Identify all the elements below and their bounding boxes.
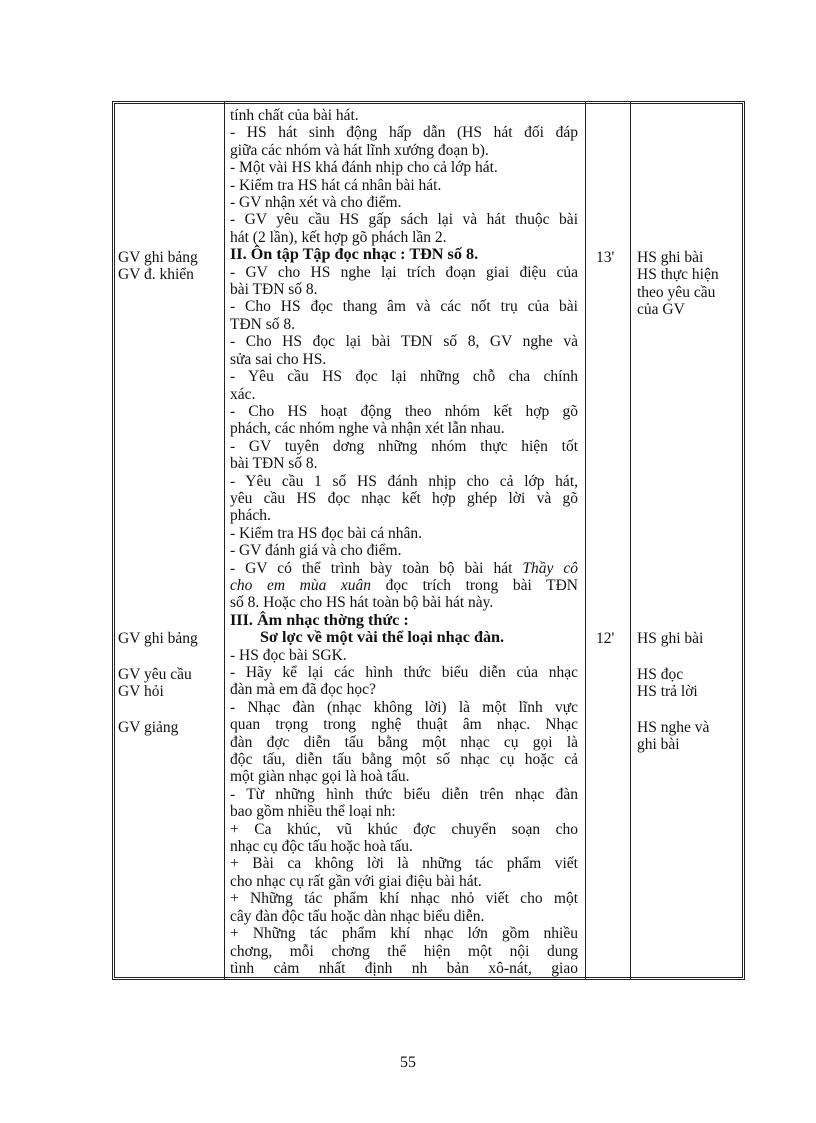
content-line: đàn đợc diễn tấu bằng một nhạc cụ gọi là [230, 733, 578, 751]
content-line: chơng, mỗi chơng thể hiện một nội dung [230, 942, 578, 960]
content-line: độc tấu, diễn tấu bằng một số nhạc cụ hoặc cả [230, 751, 578, 769]
student-activity: ghi bài [637, 736, 680, 754]
content-line: - Nhạc đàn (nhạc không lời) là một lĩnh vực [230, 698, 578, 716]
content-line: - Hãy kể lại các hình thức biểu diễn của nhạc [230, 664, 578, 681]
content-line: phách, các nhóm nghe và nhận xét lẫn nhau. [230, 420, 505, 438]
content-line: tình cảm nhất định nh bản xô-nát, giao [230, 959, 578, 977]
student-activity-block [637, 249, 739, 319]
content-line: - GV yêu cầu HS gấp sách lại và hát thuộc bài [230, 211, 578, 229]
content-line: bài TĐN số 8. [230, 281, 318, 299]
content-line: hát (2 lần), kết hợp gõ phách lần 2. [230, 228, 447, 246]
content-line: nhạc cụ độc tấu hoặc hoà tấu. [230, 838, 413, 856]
content-line: một giàn nhạc gọi là hoà tấu. [230, 768, 410, 786]
content-line: - HS hát sinh động hấp dẫn (HS hát đối đáp [230, 124, 578, 142]
content-line: + Bài ca không lời là những tác phẩm viết [230, 855, 578, 873]
content-line [230, 560, 578, 577]
content-line: - GV đánh giá và cho điểm. [230, 542, 402, 560]
content-line: - GV cho HS nghe lại trích đoạn giai điệu của [230, 263, 578, 281]
student-activity: HS đọc [637, 666, 684, 683]
student-activity: HS thực hiện [637, 266, 719, 284]
teacher-activity-block [118, 719, 220, 736]
page-number: 55 [400, 1054, 416, 1071]
teacher-activity-block [118, 666, 220, 701]
student-activity: của GV [637, 301, 685, 319]
section-heading: II. Ôn tập Tập đọc nhạc : TĐN số 8. [230, 245, 479, 264]
song-title: cho em mùa xuân [230, 576, 372, 594]
student-activity: HS nghe và [637, 719, 710, 736]
student-activity: HS trả lời [637, 683, 698, 701]
content-line: cây đàn độc tấu hoặc dàn nhạc biểu diễn. [230, 907, 485, 925]
student-activity: HS ghi bài [637, 630, 704, 647]
student-activity-block [637, 719, 739, 754]
content-line: quan trọng trong nghệ thuật âm nhạc. Nhạc [230, 716, 578, 734]
content-line: - Kiểm tra HS đọc bài cá nhân. [230, 524, 422, 542]
content-line: - GV tuyên dơng những nhóm thực hiện tốt [230, 437, 578, 455]
content-line [230, 577, 578, 594]
content-line: - Kiểm tra HS hát cá nhân bài hát. [230, 176, 442, 194]
song-title: Thầy cô [522, 559, 579, 577]
content-text: đọc trích trong bài TĐN [371, 576, 578, 594]
content-line: - Yêu cầu HS đọc lại những chỗ cha chính [230, 368, 578, 386]
content-line: cho nhạc cụ rất gần với giai điệu bài hát. [230, 872, 482, 890]
time-cell: 13' [596, 249, 615, 266]
teacher-activity-block [118, 630, 220, 647]
content-line: bài TĐN số 8. [230, 455, 318, 473]
content-line: số 8. Hoặc cho HS hát toàn bộ bài hát này. [230, 594, 494, 612]
student-activity-block [637, 630, 739, 647]
teacher-activity: GV giảng [118, 719, 179, 736]
teacher-activity: GV yêu cầu [118, 666, 192, 683]
section-subheading: Sơ lợc về một vài thể loại nhạc đàn. [260, 628, 505, 647]
content-line: - Cho HS đọc thang âm và các nốt trụ của bài [230, 298, 578, 316]
content-text: - GV có thể trình bày toàn bộ bài hát [230, 559, 523, 577]
content-line: + Ca khúc, vũ khúc đợc chuyển soạn cho [230, 820, 578, 838]
column-divider [630, 101, 631, 980]
content-line: + Những tác phẩm khí nhạc nhỏ viết cho một [230, 890, 578, 908]
content-line: + Những tác phẩm khí nhạc lớn gồm nhiều [230, 925, 578, 943]
content-line: - Yêu cầu 1 số HS đánh nhịp cho cả lớp hát, [230, 472, 578, 490]
content-line: sửa sai cho HS. [230, 350, 327, 368]
content-line: - GV nhận xét và cho điểm. [230, 194, 402, 212]
teacher-activity: GV hỏi [118, 683, 164, 701]
content-line: giữa các nhóm và hát lĩnh xướng đoạn b). [230, 141, 489, 159]
content-line: - Cho HS đọc lại bài TĐN số 8, GV nghe và [230, 333, 578, 351]
content-line: yêu cầu HS đọc nhạc kết hợp ghép lời và gõ [230, 489, 578, 507]
teacher-activity: GV ghi bảng [118, 630, 198, 647]
column-divider [224, 101, 225, 980]
teacher-activity: GV ghi bảng [118, 249, 198, 266]
lesson-content [230, 107, 578, 977]
column-divider [585, 101, 586, 980]
teacher-activity: GV đ. khiển [118, 266, 194, 284]
content-line: phách. [230, 507, 271, 525]
content-line: - Một vài HS khá đánh nhịp cho cả lớp hát. [230, 159, 498, 177]
time-cell: 12' [596, 630, 615, 647]
content-line: - Từ những hình thức biểu diễn trên nhạc đàn [230, 785, 578, 803]
student-activity-block [637, 666, 739, 701]
section-heading: III. Âm nhạc thờng thức : [230, 610, 409, 629]
student-activity: HS ghi bài [637, 249, 704, 266]
student-activity: theo yêu cầu [637, 283, 716, 301]
content-line: tính chất của bài hát. [230, 107, 359, 124]
content-line: TĐN số 8. [230, 315, 296, 333]
teacher-activity-block [118, 249, 220, 284]
content-line: xác. [230, 385, 256, 403]
content-line: đàn mà em đã đọc học? [230, 681, 376, 699]
content-line: bao gồm nhiều thể loại nh: [230, 803, 396, 821]
content-line: - Cho HS hoạt động theo nhóm kết hợp gõ [230, 402, 578, 420]
content-line: - HS đọc bài SGK. [230, 646, 347, 664]
